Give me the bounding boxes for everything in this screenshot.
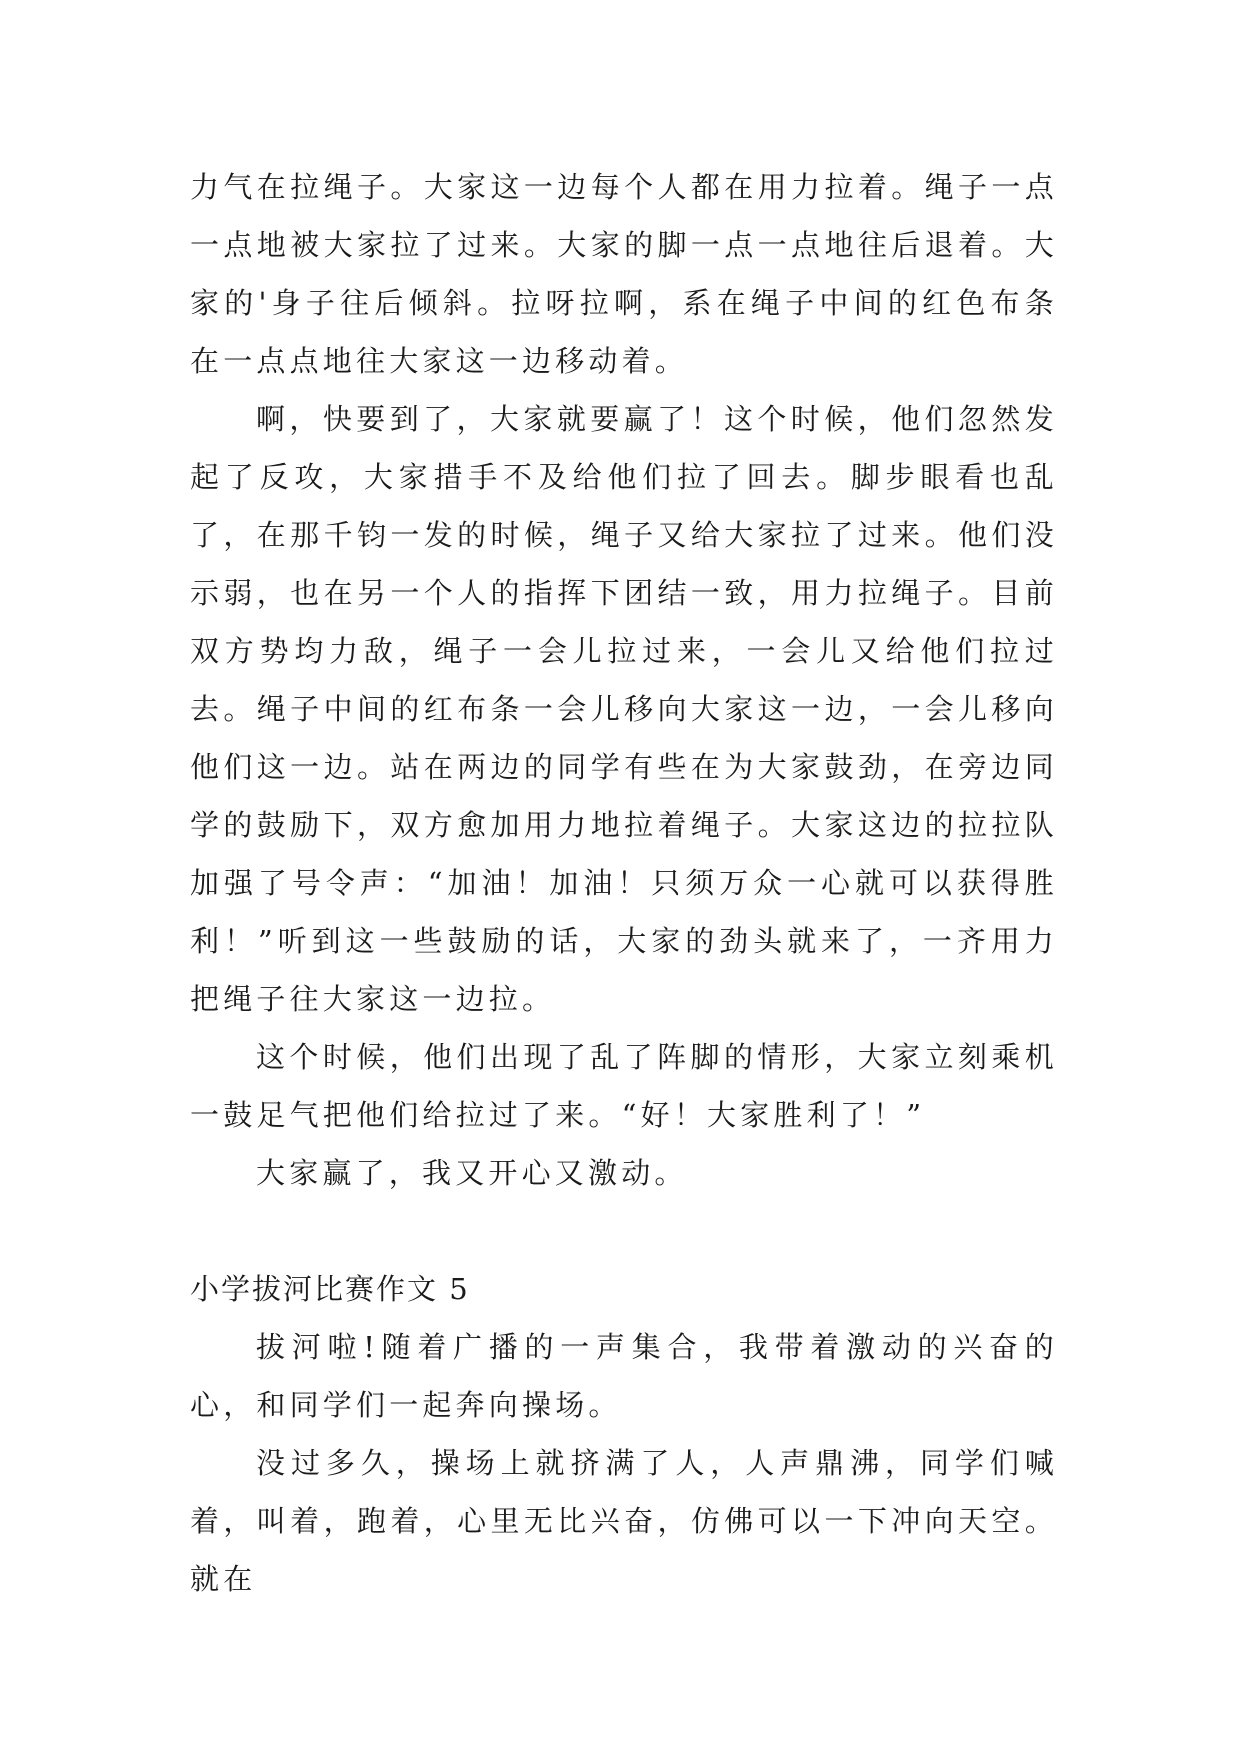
section-spacer (190, 1202, 1058, 1260)
paragraph-1: 力气在拉绳子。大家这一边每个人都在用力拉着。绳子一点一点地被大家拉了过来。大家的脚一点一点地往后退着。大家的'身子往后倾斜。拉呀拉啊，系在绳子中间的红色布条在一点点地往大家这一边移动着。 (190, 170, 1058, 378)
paragraph-4: 大家赢了，我又开心又激动。 (256, 1156, 688, 1190)
section-paragraph-1: 拔河啦!随着广播的一声集合，我带着激动的兴奋的心，和同学们一起奔向操场。 (190, 1330, 1058, 1422)
section-title: 小学拔河比赛作文 5 (190, 1272, 470, 1306)
paragraph-3: 这个时候，他们出现了乱了阵脚的情形，大家立刻乘机一鼓足气把他们给拉过了来。“好！大家胜利了！” (190, 1040, 1058, 1132)
document-body (190, 158, 1058, 1608)
paragraph-2: 啊，快要到了，大家就要赢了！这个时候，他们忽然发起了反攻，大家措手不及给他们拉了回去。脚步眼看也乱了，在那千钧一发的时候，绳子又给大家拉了过来。他们没示弱，也在另一个人的指挥下团结一致，用力拉绳子。目前双方势均力敌，绳子一会儿拉过来，一会儿又给他们拉过去。绳子中间的红布条一会儿移向大家这一边，一会儿移向他们这一边。站在两边的同学有些在为大家鼓劲，在旁边同学的鼓励下，双方愈加用力地拉着绳子。大家这边的拉拉队加强了号令声：“加油！加油！只须万众一心就可以获得胜利！”听到这一些鼓励的话，大家的劲头就来了，一齐用力把绳子往大家这一边拉。 (190, 402, 1058, 1016)
section-paragraph-2: 没过多久，操场上就挤满了人，人声鼎沸，同学们喊着，叫着，跑着，心里无比兴奋，仿佛可以一下冲向天空。就在 (190, 1446, 1058, 1596)
